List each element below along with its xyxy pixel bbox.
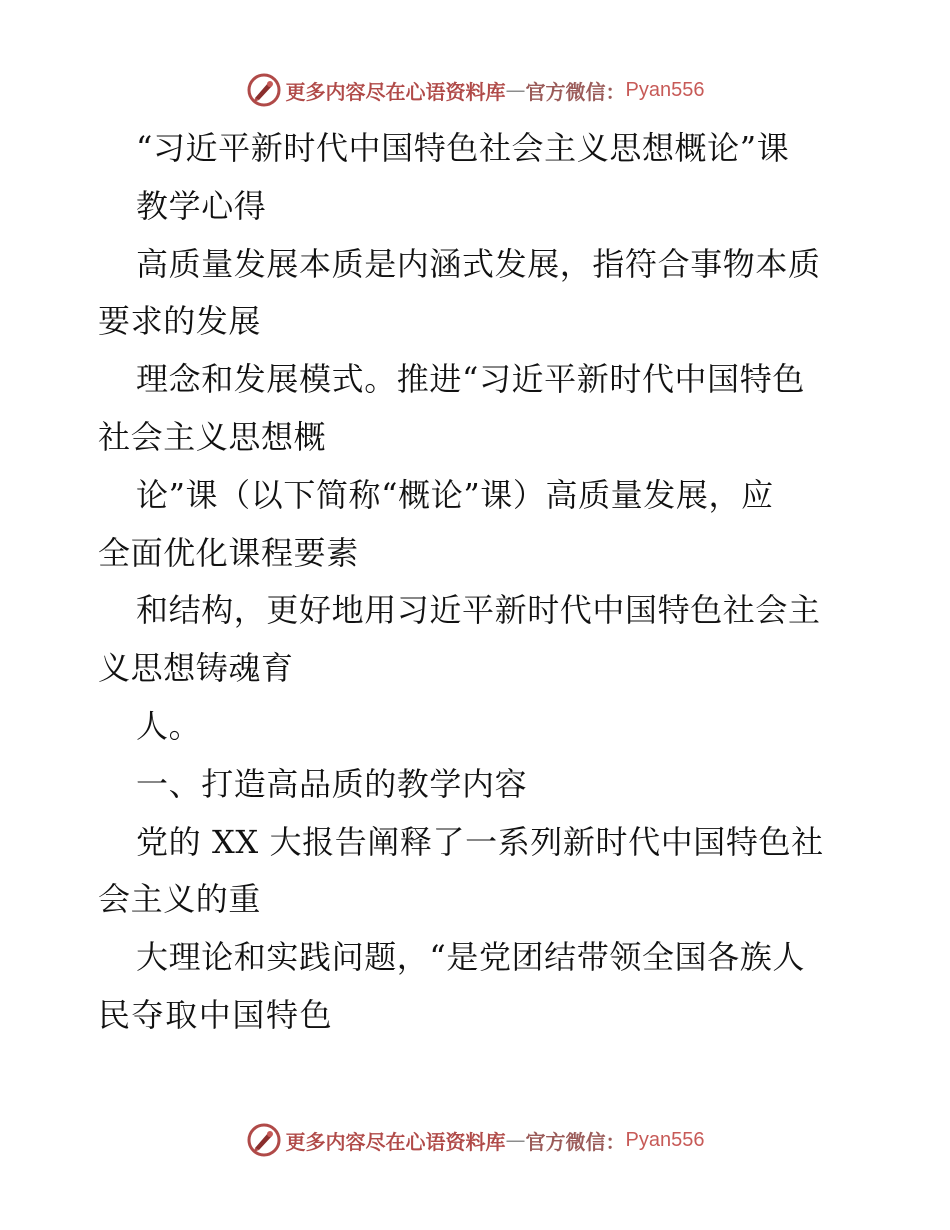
header-watermark (0, 70, 950, 110)
pen-logo-icon (246, 1122, 282, 1158)
paragraph-line: 民夺取中国特色 (98, 995, 334, 1034)
paragraph-line: 论”课（以下简称“概论”课）高质量发展，应 (136, 475, 774, 514)
paragraph-line: 会主义的重 (98, 880, 262, 919)
paragraph-line: 高质量发展本质是内涵式发展，指符合事物本质 (136, 244, 821, 283)
paragraph-line: 大理论和实践问题，“是党团结带领全国各族人 (136, 938, 805, 977)
paragraph-line: 要求的发展 (98, 302, 262, 341)
document-title-line: “习近平新时代中国特色社会主义思想概论”课 (136, 129, 790, 167)
watermark-dash: — (505, 78, 526, 102)
watermark-contact: Pyan556 (625, 78, 705, 101)
document-body (98, 120, 858, 1045)
paragraph-line: 党的 XX 大报告阐释了一系列新时代中国特色社 (136, 822, 824, 861)
paragraph-line: 人。 (136, 706, 202, 745)
watermark-dash: — (505, 1128, 526, 1152)
watermark-contact: Pyan556 (625, 1128, 705, 1151)
pen-logo-icon (246, 72, 282, 108)
footer-watermark (0, 1120, 950, 1160)
watermark-wechat-label: 官方微信： (525, 1129, 626, 1154)
paragraph-line: 理念和发展模式。推进“习近平新时代中国特色 (136, 360, 805, 399)
paragraph-line: 和结构，更好地用习近平新时代中国特色社会主 (136, 591, 821, 630)
document-title-line: 教学心得 (136, 186, 267, 225)
watermark-site-text: 更多内容尽在心语资料库 (285, 79, 506, 104)
paragraph-line: 社会主义思想概 (98, 417, 327, 456)
watermark-wechat-label: 官方微信： (525, 79, 626, 104)
paragraph-line: 全面优化课程要素 (98, 533, 359, 572)
section-heading: 一、打造高品质的教学内容 (136, 764, 528, 803)
watermark-site-text: 更多内容尽在心语资料库 (285, 1129, 506, 1154)
paragraph-line: 义思想铸魂育 (98, 649, 294, 688)
